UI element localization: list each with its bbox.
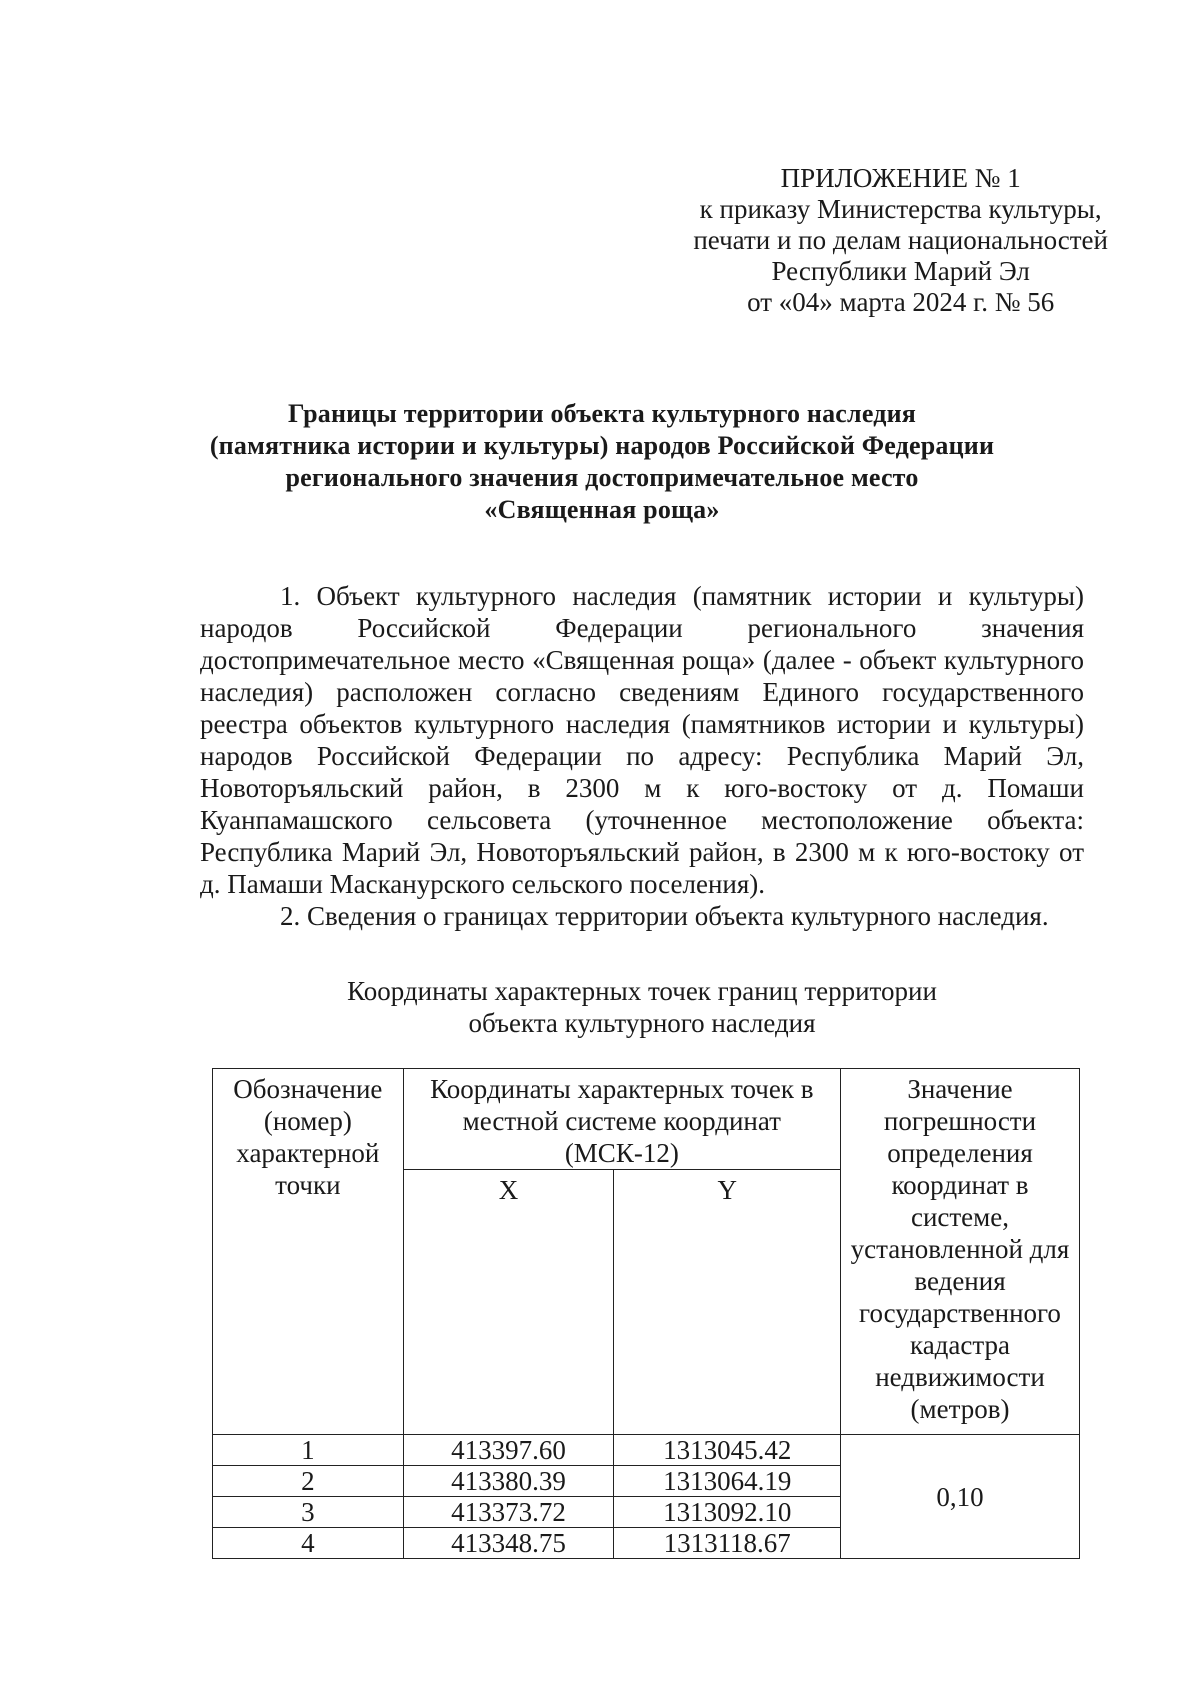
cell-point-number: 1 (213, 1435, 404, 1466)
cell-x: 413348.75 (403, 1528, 614, 1559)
cell-x: 413397.60 (403, 1435, 614, 1466)
table-header-row (213, 1069, 1080, 1170)
cell-x: 413373.72 (403, 1497, 614, 1528)
header-x: X (403, 1170, 614, 1435)
header-error: Значение погрешности определения координат в системе, установленной для ведения государственного кадастра недвижимости (метров) (840, 1069, 1079, 1435)
cell-point-number: 3 (213, 1497, 404, 1528)
coordinates-table (212, 1068, 1080, 1559)
header-coordinates: Координаты характерных точек в местной системе координат (МСК-12) (403, 1069, 840, 1170)
document-title (120, 398, 1084, 526)
paragraph-1: 1. Объект культурного наследия (памятник истории и культуры) народов Российской Федерации регионального значения достопримечательное место «Священная роща» (далее - объект культурного наследия) расположен согласно сведениям Единого государственного реестра объектов культурного наследия (памятников истории и культуры) народов Российской Федерации по адресу: Республика Марий Эл, Новоторъяльский район, в 2300 м к юго-востоку от д. Помаши Куанпамашского сельсовета (уточненное местоположение объекта: Республика Марий Эл, Новоторъяльский район, в 2300 м к юго-востоку от д. Памаши Масканурского сельского поселения). (200, 581, 1084, 899)
cell-y: 1313045.42 (614, 1435, 841, 1466)
cell-y: 1313092.10 (614, 1497, 841, 1528)
table-caption-line-1: Координаты характерных точек границ территории (347, 976, 937, 1006)
title-line-4: «Священная роща» (484, 495, 720, 524)
title-line-1: Границы территории объекта культурного наследия (287, 399, 917, 428)
table-row (213, 1435, 1080, 1466)
cell-point-number: 2 (213, 1466, 404, 1497)
paragraph-2: 2. Сведения о границах территории объекта культурного наследия. (280, 901, 1049, 931)
header-y: Y (614, 1170, 841, 1435)
appendix-number: ПРИЛОЖЕНИЕ № 1 (780, 163, 1021, 193)
body-text (200, 580, 1084, 932)
appendix-header (693, 163, 1108, 318)
table-caption-line-2: объекта культурного наследия (468, 1008, 816, 1038)
table-caption (200, 975, 1084, 1039)
appendix-ministry: печати и по делам национальностей (693, 225, 1108, 255)
appendix-republic: Республики Марий Эл (771, 256, 1030, 286)
cell-x: 413380.39 (403, 1466, 614, 1497)
appendix-date: от «04» марта 2024 г. № 56 (747, 287, 1055, 317)
title-line-2: (памятника истории и культуры) народов Российской Федерации (209, 431, 995, 460)
cell-point-number: 4 (213, 1528, 404, 1559)
title-line-3: регионального значения достопримечательное место (285, 463, 919, 492)
header-point-number: Обозначение (номер) характерной точки (213, 1069, 404, 1435)
cell-y: 1313118.67 (614, 1528, 841, 1559)
cell-y: 1313064.19 (614, 1466, 841, 1497)
cell-error-value: 0,10 (840, 1435, 1079, 1559)
appendix-order-ref: к приказу Министерства культуры, (699, 194, 1102, 224)
